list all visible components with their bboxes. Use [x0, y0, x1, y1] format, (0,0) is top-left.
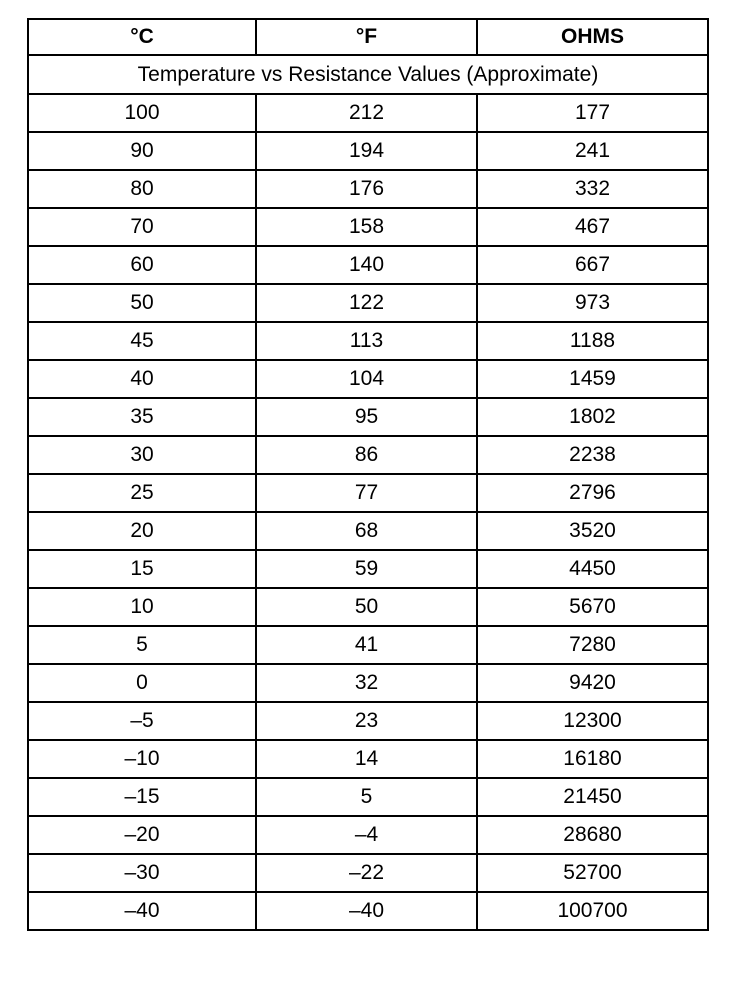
celsius-cell: 30	[28, 436, 256, 474]
celsius-cell: –30	[28, 854, 256, 892]
table-row	[28, 284, 708, 322]
table-row	[28, 246, 708, 284]
fahrenheit-cell: 194	[256, 132, 477, 170]
fahrenheit-cell: 113	[256, 322, 477, 360]
celsius-cell: –20	[28, 816, 256, 854]
fahrenheit-cell: 32	[256, 664, 477, 702]
ohms-cell: 177	[477, 94, 708, 132]
ohms-cell: 9420	[477, 664, 708, 702]
celsius-cell: 100	[28, 94, 256, 132]
fahrenheit-cell: 104	[256, 360, 477, 398]
celsius-cell: 50	[28, 284, 256, 322]
celsius-cell: 35	[28, 398, 256, 436]
header-celsius: °C	[28, 19, 256, 55]
table-row	[28, 854, 708, 892]
fahrenheit-cell: 59	[256, 550, 477, 588]
header-fahrenheit: °F	[256, 19, 477, 55]
table-row	[28, 702, 708, 740]
celsius-cell: 10	[28, 588, 256, 626]
fahrenheit-cell: –40	[256, 892, 477, 930]
table-row	[28, 664, 708, 702]
fahrenheit-cell: 95	[256, 398, 477, 436]
ohms-cell: 2796	[477, 474, 708, 512]
temperature-resistance-table-container	[27, 18, 707, 931]
ohms-cell: 7280	[477, 626, 708, 664]
table-row	[28, 778, 708, 816]
ohms-cell: 52700	[477, 854, 708, 892]
ohms-cell: 28680	[477, 816, 708, 854]
celsius-cell: 80	[28, 170, 256, 208]
fahrenheit-cell: –22	[256, 854, 477, 892]
ohms-cell: 973	[477, 284, 708, 322]
ohms-cell: 1188	[477, 322, 708, 360]
ohms-cell: 1802	[477, 398, 708, 436]
ohms-cell: 3520	[477, 512, 708, 550]
celsius-cell: 60	[28, 246, 256, 284]
celsius-cell: 0	[28, 664, 256, 702]
celsius-cell: –40	[28, 892, 256, 930]
table-row	[28, 322, 708, 360]
fahrenheit-cell: 68	[256, 512, 477, 550]
ohms-cell: 100700	[477, 892, 708, 930]
table-row	[28, 436, 708, 474]
ohms-cell: 5670	[477, 588, 708, 626]
table-row	[28, 892, 708, 930]
celsius-cell: 40	[28, 360, 256, 398]
ohms-cell: 2238	[477, 436, 708, 474]
fahrenheit-cell: 212	[256, 94, 477, 132]
fahrenheit-cell: 158	[256, 208, 477, 246]
fahrenheit-cell: 50	[256, 588, 477, 626]
fahrenheit-cell: –4	[256, 816, 477, 854]
ohms-cell: 21450	[477, 778, 708, 816]
table-row	[28, 588, 708, 626]
ohms-cell: 1459	[477, 360, 708, 398]
ohms-cell: 667	[477, 246, 708, 284]
table-row	[28, 208, 708, 246]
temperature-resistance-table	[27, 18, 709, 931]
celsius-cell: 5	[28, 626, 256, 664]
header-row	[28, 19, 708, 55]
ohms-cell: 4450	[477, 550, 708, 588]
table-row	[28, 360, 708, 398]
fahrenheit-cell: 140	[256, 246, 477, 284]
fahrenheit-cell: 41	[256, 626, 477, 664]
celsius-cell: 15	[28, 550, 256, 588]
fahrenheit-cell: 23	[256, 702, 477, 740]
celsius-cell: 20	[28, 512, 256, 550]
ohms-cell: 16180	[477, 740, 708, 778]
fahrenheit-cell: 86	[256, 436, 477, 474]
table-row	[28, 550, 708, 588]
fahrenheit-cell: 14	[256, 740, 477, 778]
celsius-cell: –10	[28, 740, 256, 778]
ohms-cell: 12300	[477, 702, 708, 740]
celsius-cell: –15	[28, 778, 256, 816]
celsius-cell: 70	[28, 208, 256, 246]
celsius-cell: 25	[28, 474, 256, 512]
table-row	[28, 626, 708, 664]
table-row	[28, 740, 708, 778]
fahrenheit-cell: 5	[256, 778, 477, 816]
table-row	[28, 512, 708, 550]
ohms-cell: 467	[477, 208, 708, 246]
header-ohms: OHMS	[477, 19, 708, 55]
fahrenheit-cell: 176	[256, 170, 477, 208]
table-row	[28, 474, 708, 512]
table-row	[28, 170, 708, 208]
celsius-cell: –5	[28, 702, 256, 740]
table-row	[28, 398, 708, 436]
table-caption: Temperature vs Resistance Values (Approximate)	[28, 55, 708, 94]
celsius-cell: 45	[28, 322, 256, 360]
table-row	[28, 94, 708, 132]
table-row	[28, 132, 708, 170]
celsius-cell: 90	[28, 132, 256, 170]
ohms-cell: 332	[477, 170, 708, 208]
fahrenheit-cell: 77	[256, 474, 477, 512]
fahrenheit-cell: 122	[256, 284, 477, 322]
ohms-cell: 241	[477, 132, 708, 170]
table-caption-row	[28, 55, 708, 94]
table-row	[28, 816, 708, 854]
